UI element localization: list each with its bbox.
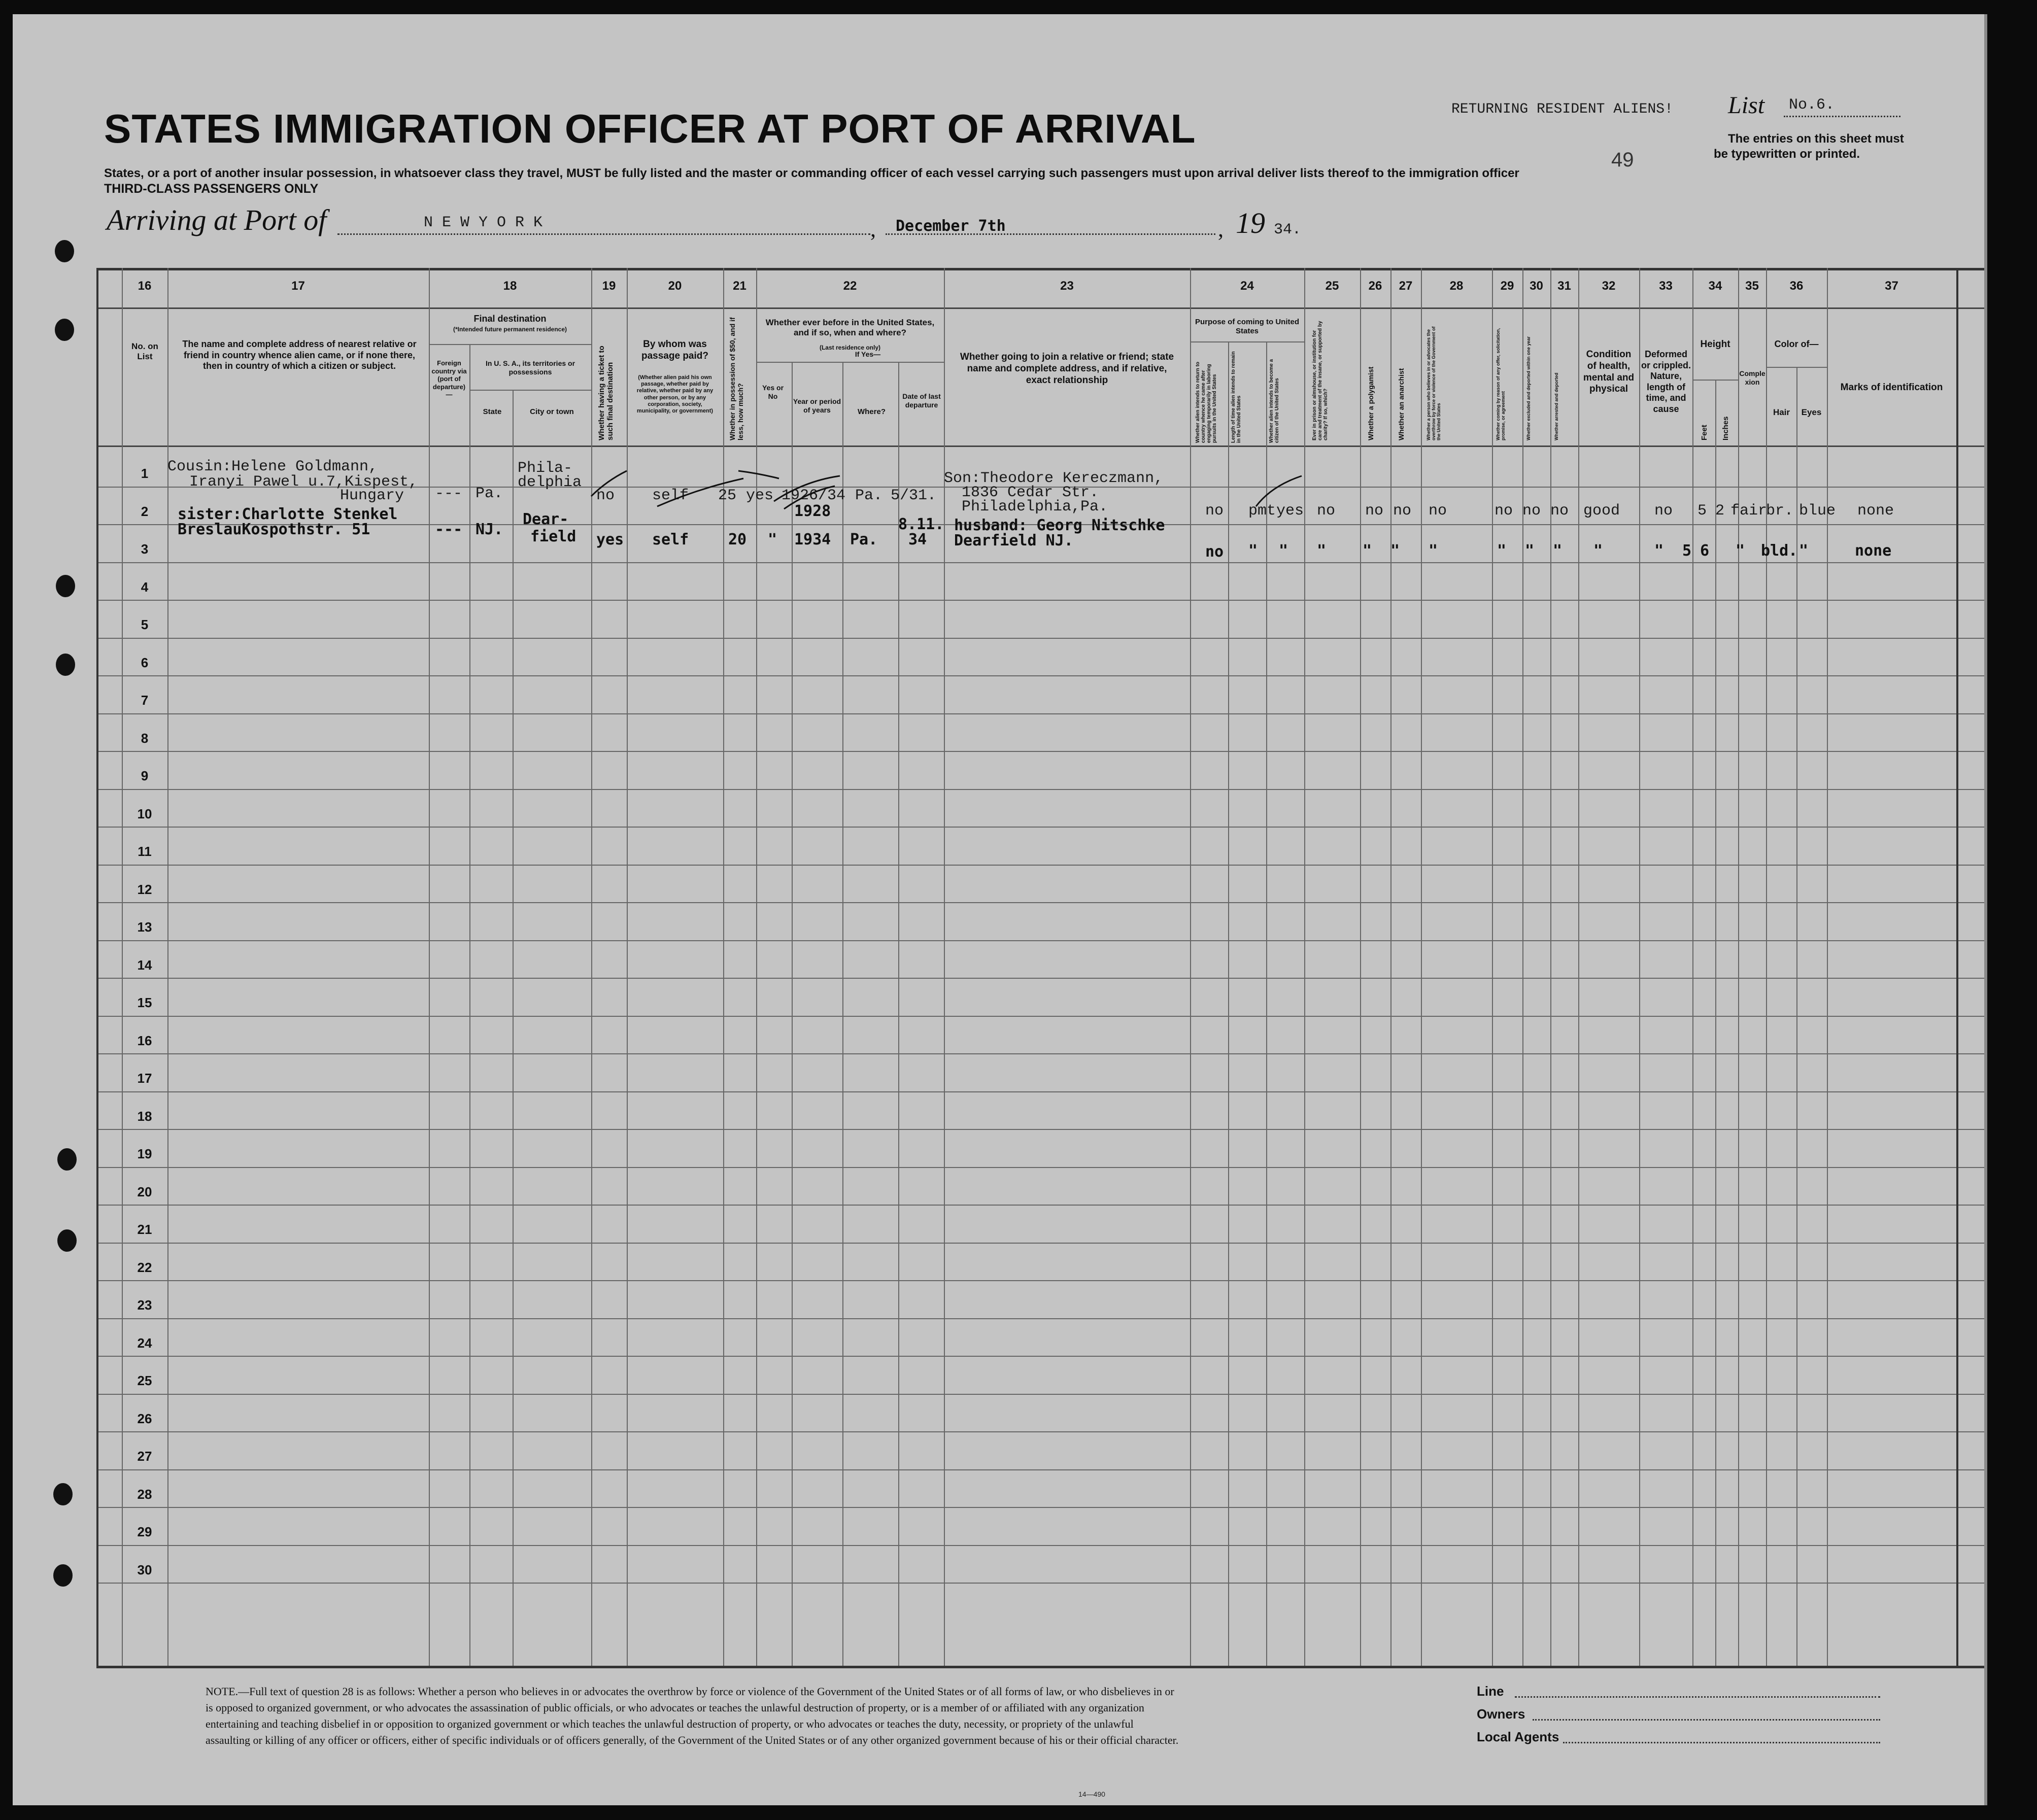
header-final-destination: Final destination bbox=[473, 314, 547, 324]
header-color: Color of— bbox=[1774, 339, 1819, 349]
row-number: 2 bbox=[141, 504, 149, 519]
header-purpose: Purpose of coming to United States bbox=[1195, 318, 1299, 335]
overthrow: no bbox=[1429, 502, 1447, 520]
where: Pa. bbox=[855, 487, 883, 504]
colnum-23: 23 bbox=[1060, 279, 1074, 293]
row-rule bbox=[96, 1583, 1984, 1584]
join-line: Dearfield NJ. bbox=[954, 532, 1073, 550]
header-purpose-citizen: Whether alien intends to become a citizen of the United States bbox=[1269, 359, 1280, 443]
column-rule bbox=[1228, 341, 1229, 1666]
height-inches: 2 bbox=[1715, 502, 1725, 520]
row-rule bbox=[96, 675, 1984, 676]
row-rule bbox=[96, 1545, 1984, 1546]
color-sub-rule bbox=[1766, 367, 1827, 368]
dest-sub-rule bbox=[469, 390, 591, 391]
column-rule bbox=[1492, 268, 1493, 1666]
colnum-33: 33 bbox=[1659, 279, 1673, 293]
owners-label: Owners bbox=[1477, 1706, 1525, 1722]
colnum-30: 30 bbox=[1530, 279, 1543, 293]
offer: no bbox=[1495, 502, 1513, 520]
column-rule bbox=[1266, 341, 1267, 1666]
colnum-18: 18 bbox=[503, 279, 517, 293]
year-prefix: 19 bbox=[1236, 207, 1265, 239]
agents-field bbox=[1563, 1742, 1880, 1743]
row-number: 16 bbox=[137, 1033, 152, 1048]
row-number: 1 bbox=[141, 466, 149, 481]
binder-hole bbox=[57, 1229, 77, 1252]
state: NJ. bbox=[476, 521, 503, 538]
colnum-28: 28 bbox=[1449, 279, 1464, 293]
ditto-mark: " bbox=[1553, 542, 1563, 560]
height-sub-rule bbox=[1692, 380, 1738, 381]
agents-label: Local Agents bbox=[1477, 1729, 1559, 1744]
row-number: 30 bbox=[137, 1562, 152, 1577]
column-rule bbox=[1639, 268, 1640, 1666]
row-rule bbox=[96, 1394, 1984, 1395]
height-inches: 6 bbox=[1700, 542, 1710, 560]
header-state: State bbox=[483, 407, 502, 416]
row-number: 6 bbox=[141, 655, 149, 670]
header-if-yes: If Yes— bbox=[855, 350, 881, 358]
join-line: Son:Theodore Kereczmann, bbox=[944, 470, 1164, 487]
excluded: no bbox=[1522, 502, 1541, 520]
binder-hole bbox=[55, 240, 74, 262]
header-inches: Inches bbox=[1721, 416, 1730, 440]
row-rule bbox=[96, 827, 1984, 828]
arriving-label: Arriving at Port of bbox=[107, 203, 327, 236]
colnum-19: 19 bbox=[602, 279, 616, 293]
relative-line: Iranyi Pawel u.7,Kispest, bbox=[189, 473, 418, 491]
city: Dear- bbox=[523, 510, 569, 528]
column-rule bbox=[1956, 268, 1958, 1666]
row-rule bbox=[96, 713, 1984, 714]
header-purpose-length: Length of time alien intends to remain in the United States bbox=[1231, 351, 1242, 443]
purpose-citizen: yes bbox=[1276, 502, 1304, 520]
column-rule bbox=[792, 362, 793, 1666]
purpose-return: no bbox=[1205, 543, 1224, 561]
header-excluded: Whether excluded and deported within one year bbox=[1526, 336, 1531, 440]
list-number-line bbox=[1784, 116, 1900, 117]
row-number: 4 bbox=[141, 579, 149, 595]
row-rule bbox=[96, 562, 1984, 563]
header-eyes: Eyes bbox=[1801, 407, 1822, 417]
eyes: blue bbox=[1799, 502, 1836, 520]
header-height: Height bbox=[1700, 339, 1730, 350]
binder-hole bbox=[53, 1483, 73, 1505]
row-number: 9 bbox=[141, 768, 149, 783]
row-rule bbox=[96, 978, 1984, 979]
ditto-mark: " bbox=[1279, 542, 1288, 560]
column-rule bbox=[1715, 380, 1716, 1666]
colnum-34: 34 bbox=[1708, 279, 1722, 293]
last-departure: 8.11. bbox=[898, 516, 944, 533]
header-in-usa: In U. S. A., its territories or possessions bbox=[485, 359, 575, 376]
colnum-37: 37 bbox=[1885, 279, 1898, 293]
header-passage-paid: By whom was passage paid? bbox=[641, 339, 708, 361]
foreign-country: --- bbox=[435, 485, 463, 502]
header-marks: Marks of identification bbox=[1840, 382, 1943, 393]
row-rule bbox=[96, 1167, 1984, 1168]
header-last-residence: (Last residence only) bbox=[819, 344, 881, 351]
ditto-mark: " bbox=[1317, 542, 1327, 560]
row-rule bbox=[96, 600, 1984, 601]
page-title: STATES IMMIGRATION OFFICER AT PORT OF ARRIVAL bbox=[104, 106, 1196, 151]
hair: br. bbox=[1766, 502, 1794, 520]
row-number: 25 bbox=[137, 1373, 152, 1388]
ever-before: " bbox=[768, 531, 777, 548]
ditto-mark: " bbox=[1497, 542, 1507, 560]
row-rule bbox=[96, 940, 1984, 941]
health: good bbox=[1583, 502, 1620, 520]
line-field bbox=[1515, 1696, 1880, 1698]
join-line: 1836 Cedar Str. bbox=[962, 484, 1099, 501]
binder-hole bbox=[56, 575, 75, 597]
header-city: City or town bbox=[530, 407, 574, 416]
header-last-departure: Date of last departure bbox=[902, 392, 941, 409]
column-rule bbox=[1692, 268, 1693, 1666]
ditto-mark: " bbox=[1390, 542, 1400, 560]
header-feet: Feet bbox=[1700, 425, 1709, 440]
city: field bbox=[530, 528, 576, 545]
row-rule bbox=[96, 1243, 1984, 1244]
colnum-35: 35 bbox=[1745, 279, 1759, 293]
header-possession-50: Whether in possession of $50, and if less, how much? bbox=[728, 317, 744, 440]
passage-paid: self bbox=[652, 531, 689, 548]
column-rule bbox=[1827, 268, 1828, 1666]
row-rule bbox=[96, 1205, 1984, 1206]
row-number: 3 bbox=[141, 541, 149, 557]
owners-field bbox=[1533, 1719, 1880, 1721]
column-rule bbox=[1578, 268, 1579, 1666]
header-years: Year or period of years bbox=[793, 397, 841, 414]
ditto-mark: " bbox=[1248, 542, 1258, 560]
row-number: 12 bbox=[137, 882, 152, 897]
row-number: 18 bbox=[137, 1109, 152, 1124]
row-number: 23 bbox=[137, 1297, 152, 1313]
header-arrested: Whether arrested and deported bbox=[1554, 372, 1559, 440]
check-marks bbox=[571, 461, 1078, 522]
colnum-rule bbox=[96, 307, 1984, 309]
money: 25 bbox=[718, 487, 737, 504]
polygamist: no bbox=[1365, 502, 1384, 520]
row-rule bbox=[96, 1280, 1984, 1281]
marks: none bbox=[1857, 502, 1894, 520]
row-number: 7 bbox=[141, 693, 149, 708]
row-rule bbox=[96, 1129, 1984, 1130]
relative-line: Hungary bbox=[340, 487, 404, 504]
colnum-21: 21 bbox=[733, 279, 746, 293]
height-feet: 5 bbox=[1682, 542, 1692, 560]
header-prison: Ever in prison or almshouse, or institution for care and treatment of the insane, or supported by charity? If so, which? bbox=[1312, 321, 1329, 440]
row-rule bbox=[96, 1016, 1984, 1017]
colnum-36: 36 bbox=[1789, 279, 1804, 293]
column-rule bbox=[1390, 268, 1391, 1666]
binder-hole bbox=[56, 654, 75, 676]
ever-before: yes bbox=[746, 487, 774, 504]
city: Phila- bbox=[518, 460, 573, 477]
relative-line: Cousin:Helene Goldmann, bbox=[167, 458, 378, 475]
prison: no bbox=[1317, 502, 1336, 520]
column-rule bbox=[1190, 268, 1191, 1666]
row-number: 21 bbox=[137, 1222, 152, 1237]
column-rule bbox=[469, 344, 470, 1666]
marks: none bbox=[1855, 542, 1892, 560]
colnum-26: 26 bbox=[1368, 279, 1382, 293]
row-number: 26 bbox=[137, 1411, 152, 1426]
row-number: 5 bbox=[141, 617, 149, 632]
row-number: 20 bbox=[137, 1184, 152, 1199]
column-rule bbox=[513, 390, 514, 1666]
column-rule bbox=[96, 268, 98, 1666]
header-ever-before: Whether ever before in the United States, and if so, when and where? bbox=[765, 318, 935, 338]
header-final-destination-sub: (*Intended future permanent residence) bbox=[453, 326, 567, 333]
column-rule bbox=[429, 268, 430, 1666]
column-rule bbox=[1766, 268, 1767, 1666]
row-rule bbox=[96, 865, 1984, 866]
column-rule bbox=[167, 268, 168, 1666]
colnum-20: 20 bbox=[668, 279, 682, 293]
ticket: no bbox=[596, 487, 615, 504]
ditto-mark: " bbox=[1525, 542, 1535, 560]
where: Pa. bbox=[850, 531, 878, 548]
ditto-mark: " bbox=[1429, 542, 1438, 560]
header-going-to-join: Whether going to join a relative or friend; state name and complete address, and if relative, exact relationship bbox=[960, 352, 1174, 386]
purpose-return: no bbox=[1205, 502, 1224, 520]
purpose-length: pmt bbox=[1248, 502, 1276, 520]
city: delphia bbox=[518, 474, 582, 491]
row-number: 11 bbox=[138, 844, 152, 859]
column-rule bbox=[1421, 268, 1422, 1666]
row-number: 29 bbox=[137, 1524, 152, 1539]
binder-hole bbox=[53, 1564, 73, 1587]
before-sub-rule bbox=[756, 362, 944, 363]
passage-paid: self bbox=[652, 487, 689, 504]
dest-top-rule bbox=[429, 344, 591, 345]
header-purpose-return: Whether alien intends to return to country whence he came after engaging temporarily in laboring pursuits in the United States bbox=[1195, 361, 1217, 443]
table-top-rule bbox=[96, 268, 1984, 270]
row-rule bbox=[96, 1431, 1984, 1432]
money: 20 bbox=[728, 531, 747, 548]
row-rule bbox=[96, 1507, 1984, 1508]
relative-line: sister:Charlotte Stenkel bbox=[178, 505, 398, 523]
entries-note-1: The entries on this sheet must bbox=[1728, 132, 1904, 146]
header-polygamist: Whether a polygamist bbox=[1367, 366, 1375, 440]
header-offer: Whether coming by reason of any offer, solicitation, promise, or agreement bbox=[1496, 328, 1506, 440]
year-suffix: 34. bbox=[1274, 221, 1302, 238]
colnum-17: 17 bbox=[291, 279, 305, 293]
column-rule bbox=[898, 362, 899, 1666]
check-mark bbox=[1251, 471, 1312, 511]
anarchist: no bbox=[1393, 502, 1412, 520]
column-rule bbox=[842, 362, 843, 1666]
row-rule bbox=[96, 638, 1984, 639]
purpose-sub-rule bbox=[1190, 341, 1304, 342]
ditto-mark: " bbox=[1363, 542, 1372, 560]
line-label: Line bbox=[1477, 1684, 1504, 1699]
row-rule bbox=[96, 751, 1984, 752]
row-rule bbox=[96, 1356, 1984, 1357]
header-where: Where? bbox=[857, 407, 886, 416]
years: 1928 bbox=[794, 502, 831, 520]
complexion: " bbox=[1736, 542, 1745, 560]
class-line: THIRD-CLASS PASSENGERS ONLY bbox=[104, 182, 319, 196]
join-line: husband: Georg Nitschke bbox=[954, 517, 1165, 534]
colnum-16: 16 bbox=[138, 279, 152, 293]
state: Pa. bbox=[476, 485, 503, 502]
footnote-question-28: NOTE.—Full text of question 28 is as follows: Whether a person who believes in or advocates the overthrow by force or violence of the Government of the United States or of all forms of law, or who disbelieves in or is opposed to organized government, or who advocates the assassination of public officials, or who advocates or teaches the unlawful destruction of property, or is a member of or affiliated with any organization entertaining and teaching disbelief in or opposition to organized government or which teaches the unlawful destruction of property, or who advocates or teaches the duty, necessity, or propriety of the unlawful assaulting or killing of any officer or officers, either of specific individuals or of officers generally, of the Government of the United States or of any other organized government because of his or their official character. bbox=[206, 1685, 1179, 1746]
row-rule bbox=[96, 1318, 1984, 1319]
port-line bbox=[337, 233, 870, 235]
header-passage-paid-sub: (Whether alien paid his own passage, whether paid by relative, whether paid by any other person, or by any corporation, society, municipality, or government) bbox=[636, 374, 714, 414]
instruction-line: States, or a port of another insular possession, in whatsoever class they travel, MUST be fully listed and the master or commanding officer of each vessel carrying such passengers must upon arrival deliver lists thereof to the immigration officer bbox=[104, 166, 1519, 180]
header-nearest-relative: The name and complete address of nearest relative or friend in country whence alien came, or if none there, then in country of which a citizen or subject. bbox=[182, 339, 417, 371]
comma-separator-2: , bbox=[1218, 217, 1224, 242]
row-number: 10 bbox=[137, 806, 152, 821]
ditto-mark: " bbox=[1654, 542, 1664, 560]
last-departure: 5/31. bbox=[891, 487, 937, 504]
row-number: 24 bbox=[137, 1335, 152, 1351]
row-rule bbox=[96, 1053, 1984, 1054]
header-health: Condition of health, mental and physical bbox=[1583, 349, 1635, 395]
header-overthrow: Whether a person who believes in or advocates the overthrow by force or violence of the Government of the United States bbox=[1426, 326, 1441, 440]
binder-hole bbox=[55, 319, 74, 341]
colnum-32: 32 bbox=[1602, 279, 1616, 293]
date-value: December 7th bbox=[896, 217, 1006, 235]
column-rule bbox=[1550, 268, 1551, 1666]
row-rule bbox=[96, 789, 1984, 790]
row-number: 15 bbox=[137, 995, 152, 1010]
returning-stamp: RETURNING RESIDENT ALIENS! bbox=[1451, 101, 1673, 117]
eyes: " bbox=[1799, 542, 1809, 560]
header-no-on-list: No. on List bbox=[131, 341, 158, 362]
last-departure: 34 bbox=[908, 531, 927, 548]
colnum-27: 27 bbox=[1399, 279, 1413, 293]
colnum-22: 22 bbox=[843, 279, 857, 293]
header-complexion: Complexion bbox=[1739, 369, 1766, 386]
arrested: no bbox=[1550, 502, 1569, 520]
deformed: no bbox=[1654, 502, 1673, 520]
form-number: 14—490 bbox=[1078, 1790, 1105, 1798]
column-rule bbox=[1738, 268, 1739, 1666]
colnum-25: 25 bbox=[1325, 279, 1339, 293]
relative-line: BreslauKospothstr. 51 bbox=[178, 521, 370, 538]
header-ticket: Whether having a ticket to such final destination bbox=[597, 346, 615, 440]
colnum-29: 29 bbox=[1500, 279, 1514, 293]
row-rule bbox=[96, 1091, 1984, 1092]
sheet-number: 49 bbox=[1611, 149, 1634, 171]
row-number: 28 bbox=[137, 1487, 152, 1502]
ticket: yes bbox=[596, 531, 624, 548]
colnum-31: 31 bbox=[1557, 279, 1571, 293]
colnum-24: 24 bbox=[1240, 279, 1254, 293]
row-number: 22 bbox=[137, 1260, 152, 1275]
years: 1934 bbox=[794, 531, 831, 548]
row-rule bbox=[96, 902, 1984, 903]
comma-separator: , bbox=[870, 217, 876, 242]
entries-note-2: be typewritten or printed. bbox=[1714, 147, 1860, 161]
complexion: fair bbox=[1730, 502, 1768, 520]
join-line: Philadelphia,Pa. bbox=[962, 498, 1108, 516]
row-number: 27 bbox=[137, 1449, 152, 1464]
hair: bld. bbox=[1761, 542, 1798, 560]
column-rule bbox=[1796, 367, 1797, 1666]
header-yes-no: Yes or No bbox=[762, 384, 784, 400]
row-number: 19 bbox=[137, 1146, 152, 1161]
binder-hole bbox=[57, 1148, 77, 1171]
header-anarchist: Whether an anarchist bbox=[1397, 368, 1405, 440]
port-value: N E W Y O R K bbox=[424, 214, 543, 231]
table-bottom-rule bbox=[96, 1666, 1984, 1668]
row-number: 14 bbox=[137, 957, 152, 973]
header-foreign-country: Foreign country via (port of departure)— bbox=[431, 359, 467, 399]
list-label: List bbox=[1728, 92, 1765, 119]
header-rule bbox=[96, 445, 1984, 447]
years: 1926/34 bbox=[782, 487, 846, 504]
foreign-country: --- bbox=[435, 521, 463, 538]
height-feet: 5 bbox=[1697, 502, 1707, 520]
row-number: 13 bbox=[137, 919, 152, 935]
header-hair: Hair bbox=[1773, 407, 1790, 417]
column-rule bbox=[1522, 268, 1523, 1666]
column-rule bbox=[1360, 268, 1361, 1666]
row-number: 8 bbox=[141, 731, 149, 746]
row-rule bbox=[96, 1469, 1984, 1470]
row-number: 17 bbox=[137, 1071, 152, 1086]
list-number: No.6. bbox=[1789, 96, 1835, 114]
manifest-sheet bbox=[13, 14, 1987, 1805]
ditto-mark: " bbox=[1593, 542, 1603, 560]
header-deformed: Deformed or crippled. Nature, length of time, and cause bbox=[1641, 349, 1691, 414]
